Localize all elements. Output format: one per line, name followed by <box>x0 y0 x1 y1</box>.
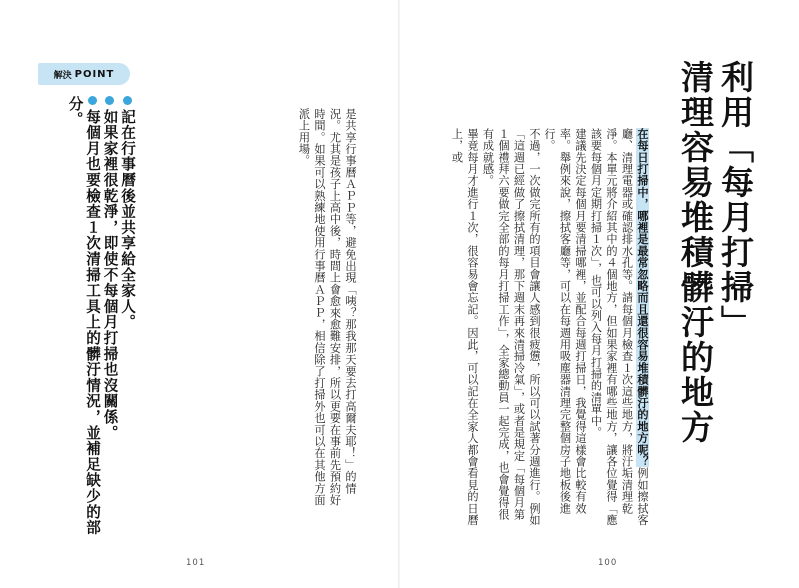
point-item <box>66 96 101 536</box>
paragraph-text: 是共享行事曆ＡＰＰ等，避免出現「咦？那我那天要去打高爾夫耶！」的情況。尤其是孩子上高中後，時間上會愈來愈難安排，所以更要在事前先預約好時間。如果可以熟練地使用行事曆ＡＰＰ，相信除了打掃外也可以在其他方面派上用場。 <box>297 108 357 506</box>
page-number-left: 101 <box>186 558 206 568</box>
paragraph-reminder <box>440 128 480 528</box>
bullet-dot-icon <box>123 96 132 105</box>
page-number-right: 100 <box>598 558 618 568</box>
book-gutter <box>398 0 400 588</box>
point-item-text: 每個月也要檢查１次清掃工具上的髒汙情況，並補足缺少的部分。 <box>66 96 101 536</box>
paragraph-text: 例如擦拭客廳、清理電器或確認排水孔等。請每個月檢查１次這些地方，將汙垢清理乾淨。本單元將介紹其中的４個地方，但如果家裡有哪些地方，讓各位覺得「應該要每個月定期打掃１次」，也可以列入每月打掃的清單中。 <box>589 128 649 526</box>
paragraph-text: 不過，一次做完所有的項目會讓人感到很疲憊，所以可以試著分週進行。例如「這週已經做了擦拭清理，那下週末再來清掃冷氣」，或者是規定「每個月第１個禮拜六要做完全部的每月打掃工作」，全家總動員一起完成，也會覺得很有成就感。 <box>481 128 541 526</box>
point-item <box>119 96 137 536</box>
point-label-text: POINT <box>74 68 115 80</box>
title-line-2: 清理容易堆積髒汙的地方 <box>676 60 715 445</box>
paragraph-schedule <box>472 128 542 528</box>
point-item-text: 如果家裡很乾淨，即使不每個月打掃也沒關係。 <box>101 109 119 441</box>
paragraph-text: 畢竟每月才進行１次，很容易會忘記。因此，可以記在全家人都會看見的日曆上，或 <box>450 128 479 526</box>
point-list <box>46 96 136 536</box>
point-label-prefix: 解決 <box>53 70 72 81</box>
paragraph-text: 建議先決定每個月要清掃哪裡，並配合每週打掃日，我覺得這樣會比較有效率。舉例來說，擦拭客廳等，可以在每週用吸塵器清理完整個房子地板後進行。 <box>543 128 587 515</box>
point-item-text: 記在行事曆後並共享給全家人。 <box>119 109 136 331</box>
bullet-dot-icon <box>88 96 97 105</box>
paragraph-suggestion <box>543 128 588 528</box>
point-item <box>101 96 119 536</box>
title-line-1: 利用「每月打掃」 <box>716 60 755 340</box>
bullet-dot-icon <box>105 96 114 105</box>
paragraph-intro <box>589 128 650 528</box>
point-label-badge <box>38 63 130 85</box>
highlighted-question: 在每日打掃中，哪裡是最常忽略而且還很容易堆積髒汙的地方呢？ <box>636 128 649 468</box>
paragraph-continued <box>276 108 358 508</box>
